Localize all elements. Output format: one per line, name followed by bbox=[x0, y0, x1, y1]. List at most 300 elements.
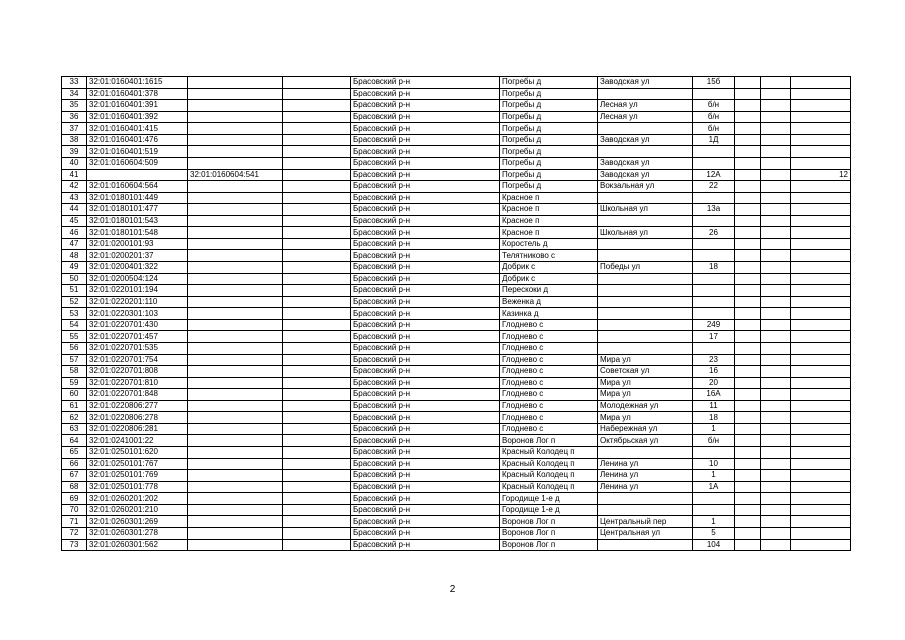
street bbox=[598, 447, 693, 459]
street bbox=[598, 296, 693, 308]
settlement: Погребы д bbox=[500, 88, 598, 100]
extra-value bbox=[791, 412, 851, 424]
empty-cell bbox=[761, 204, 791, 216]
empty-cell bbox=[283, 215, 351, 227]
empty-cell bbox=[283, 319, 351, 331]
empty-cell bbox=[761, 146, 791, 158]
district: Брасовский р-н bbox=[351, 539, 500, 551]
empty-cell bbox=[735, 123, 761, 135]
cadastral-number-secondary bbox=[188, 273, 283, 285]
district: Брасовский р-н bbox=[351, 157, 500, 169]
empty-cell bbox=[735, 192, 761, 204]
street: Заводская ул bbox=[598, 77, 693, 89]
empty-cell bbox=[283, 493, 351, 505]
settlement: Погребы д bbox=[500, 111, 598, 123]
house-number: 104 bbox=[693, 539, 735, 551]
settlement: Коростель д bbox=[500, 238, 598, 250]
house-number bbox=[693, 238, 735, 250]
house-number: 1 bbox=[693, 516, 735, 528]
cadastral-number-secondary bbox=[188, 88, 283, 100]
street bbox=[598, 493, 693, 505]
empty-cell bbox=[761, 238, 791, 250]
cadastral-number: 32:01:0250101:620 bbox=[87, 447, 188, 459]
empty-cell bbox=[283, 527, 351, 539]
cadastral-number-secondary bbox=[188, 377, 283, 389]
district: Брасовский р-н bbox=[351, 285, 500, 297]
cadastral-number-secondary bbox=[188, 146, 283, 158]
row-number: 44 bbox=[62, 204, 87, 216]
settlement: Погребы д bbox=[500, 157, 598, 169]
street: Лесная ул bbox=[598, 100, 693, 112]
table-row bbox=[62, 169, 851, 181]
settlement: Погребы д bbox=[500, 181, 598, 193]
settlement: Глоднево с bbox=[500, 342, 598, 354]
table-row bbox=[62, 227, 851, 239]
extra-value bbox=[791, 77, 851, 89]
settlement: Глоднево с bbox=[500, 331, 598, 343]
empty-cell bbox=[735, 273, 761, 285]
district: Брасовский р-н bbox=[351, 238, 500, 250]
settlement: Погребы д bbox=[500, 134, 598, 146]
settlement: Веженка д bbox=[500, 296, 598, 308]
empty-cell bbox=[735, 296, 761, 308]
table-row bbox=[62, 204, 851, 216]
district: Брасовский р-н bbox=[351, 319, 500, 331]
cadastral-number-secondary bbox=[188, 458, 283, 470]
empty-cell bbox=[735, 262, 761, 274]
empty-cell bbox=[283, 262, 351, 274]
empty-cell bbox=[283, 435, 351, 447]
house-number bbox=[693, 308, 735, 320]
street: Ленина ул bbox=[598, 458, 693, 470]
extra-value bbox=[791, 123, 851, 135]
empty-cell bbox=[283, 204, 351, 216]
cadastral-number-secondary: 32:01:0160604:541 bbox=[188, 169, 283, 181]
extra-value bbox=[791, 331, 851, 343]
district: Брасовский р-н bbox=[351, 354, 500, 366]
empty-cell bbox=[735, 88, 761, 100]
cadastral-number: 32:01:0160401:378 bbox=[87, 88, 188, 100]
cadastral-number: 32:01:0160401:391 bbox=[87, 100, 188, 112]
empty-cell bbox=[283, 366, 351, 378]
empty-cell bbox=[735, 181, 761, 193]
settlement: Красный Колодец п bbox=[500, 458, 598, 470]
row-number: 64 bbox=[62, 435, 87, 447]
row-number: 38 bbox=[62, 134, 87, 146]
empty-cell bbox=[735, 470, 761, 482]
empty-cell bbox=[735, 527, 761, 539]
settlement: Воронов Лог п bbox=[500, 527, 598, 539]
house-number bbox=[693, 273, 735, 285]
row-number: 43 bbox=[62, 192, 87, 204]
cadastral-number-secondary bbox=[188, 227, 283, 239]
row-number: 57 bbox=[62, 354, 87, 366]
empty-cell bbox=[735, 516, 761, 528]
district: Брасовский р-н bbox=[351, 134, 500, 146]
settlement: Воронов Лог п bbox=[500, 539, 598, 551]
empty-cell bbox=[735, 435, 761, 447]
extra-value bbox=[791, 400, 851, 412]
cadastral-number: 32:01:0260301:269 bbox=[87, 516, 188, 528]
extra-value bbox=[791, 366, 851, 378]
house-number bbox=[693, 504, 735, 516]
empty-cell bbox=[735, 285, 761, 297]
cadastral-number-secondary bbox=[188, 262, 283, 274]
row-number: 63 bbox=[62, 423, 87, 435]
cadastral-number bbox=[87, 169, 188, 181]
empty-cell bbox=[735, 238, 761, 250]
extra-value bbox=[791, 273, 851, 285]
house-number: б/н bbox=[693, 435, 735, 447]
settlement: Перескоки д bbox=[500, 285, 598, 297]
empty-cell bbox=[761, 527, 791, 539]
street: Мира ул bbox=[598, 389, 693, 401]
district: Брасовский р-н bbox=[351, 250, 500, 262]
empty-cell bbox=[735, 354, 761, 366]
district: Брасовский р-н bbox=[351, 527, 500, 539]
street: Ленина ул bbox=[598, 481, 693, 493]
house-number bbox=[693, 192, 735, 204]
street bbox=[598, 285, 693, 297]
table-row bbox=[62, 539, 851, 551]
empty-cell bbox=[735, 481, 761, 493]
district: Брасовский р-н bbox=[351, 88, 500, 100]
table-row bbox=[62, 77, 851, 89]
table-row bbox=[62, 366, 851, 378]
empty-cell bbox=[761, 157, 791, 169]
cadastral-number-secondary bbox=[188, 481, 283, 493]
district: Брасовский р-н bbox=[351, 192, 500, 204]
cadastral-number-secondary bbox=[188, 192, 283, 204]
settlement: Погребы д bbox=[500, 169, 598, 181]
extra-value bbox=[791, 435, 851, 447]
district: Брасовский р-н bbox=[351, 215, 500, 227]
empty-cell bbox=[761, 470, 791, 482]
extra-value bbox=[791, 354, 851, 366]
row-number: 42 bbox=[62, 181, 87, 193]
row-number: 71 bbox=[62, 516, 87, 528]
empty-cell bbox=[283, 377, 351, 389]
district: Брасовский р-н bbox=[351, 504, 500, 516]
cadastral-number: 32:01:0220701:457 bbox=[87, 331, 188, 343]
empty-cell bbox=[283, 447, 351, 459]
table-row bbox=[62, 285, 851, 297]
district: Брасовский р-н bbox=[351, 481, 500, 493]
house-number: 15б bbox=[693, 77, 735, 89]
district: Брасовский р-н bbox=[351, 77, 500, 89]
extra-value bbox=[791, 262, 851, 274]
row-number: 60 bbox=[62, 389, 87, 401]
empty-cell bbox=[761, 481, 791, 493]
empty-cell bbox=[761, 493, 791, 505]
cadastral-number-secondary bbox=[188, 296, 283, 308]
empty-cell bbox=[761, 273, 791, 285]
table-row bbox=[62, 447, 851, 459]
settlement: Красное п bbox=[500, 227, 598, 239]
cadastral-number: 32:01:0200401:322 bbox=[87, 262, 188, 274]
cadastral-number: 32:01:0241001:22 bbox=[87, 435, 188, 447]
cadastral-number-secondary bbox=[188, 285, 283, 297]
cadastral-number: 32:01:0180101:548 bbox=[87, 227, 188, 239]
district: Брасовский р-н bbox=[351, 123, 500, 135]
empty-cell bbox=[761, 354, 791, 366]
empty-cell bbox=[283, 250, 351, 262]
row-number: 56 bbox=[62, 342, 87, 354]
street bbox=[598, 319, 693, 331]
district: Брасовский р-н bbox=[351, 204, 500, 216]
property-table bbox=[61, 76, 851, 551]
table-row bbox=[62, 238, 851, 250]
cadastral-number: 32:01:0220701:535 bbox=[87, 342, 188, 354]
cadastral-number: 32:01:0260301:278 bbox=[87, 527, 188, 539]
cadastral-number-secondary bbox=[188, 77, 283, 89]
row-number: 72 bbox=[62, 527, 87, 539]
empty-cell bbox=[283, 481, 351, 493]
cadastral-number-secondary bbox=[188, 412, 283, 424]
street: Набережная ул bbox=[598, 423, 693, 435]
empty-cell bbox=[761, 123, 791, 135]
table-row bbox=[62, 296, 851, 308]
empty-cell bbox=[735, 250, 761, 262]
cadastral-number-secondary bbox=[188, 111, 283, 123]
table-row bbox=[62, 273, 851, 285]
house-number bbox=[693, 296, 735, 308]
settlement: Воронов Лог п bbox=[500, 516, 598, 528]
row-number: 39 bbox=[62, 146, 87, 158]
district: Брасовский р-н bbox=[351, 181, 500, 193]
cadastral-number-secondary bbox=[188, 423, 283, 435]
empty-cell bbox=[283, 285, 351, 297]
house-number: 16А bbox=[693, 389, 735, 401]
table-row bbox=[62, 111, 851, 123]
house-number: 5 bbox=[693, 527, 735, 539]
row-number: 53 bbox=[62, 308, 87, 320]
empty-cell bbox=[283, 134, 351, 146]
empty-cell bbox=[283, 516, 351, 528]
cadastral-number: 32:01:0220806:277 bbox=[87, 400, 188, 412]
cadastral-number-secondary bbox=[188, 250, 283, 262]
row-number: 37 bbox=[62, 123, 87, 135]
district: Брасовский р-н bbox=[351, 493, 500, 505]
row-number: 46 bbox=[62, 227, 87, 239]
empty-cell bbox=[283, 342, 351, 354]
cadastral-number: 32:01:0160401:415 bbox=[87, 123, 188, 135]
table-row bbox=[62, 458, 851, 470]
district: Брасовский р-н bbox=[351, 169, 500, 181]
settlement: Погребы д bbox=[500, 77, 598, 89]
street bbox=[598, 273, 693, 285]
district: Брасовский р-н bbox=[351, 412, 500, 424]
table-row bbox=[62, 527, 851, 539]
extra-value bbox=[791, 111, 851, 123]
street: Советская ул bbox=[598, 366, 693, 378]
table-row bbox=[62, 493, 851, 505]
empty-cell bbox=[735, 111, 761, 123]
row-number: 47 bbox=[62, 238, 87, 250]
table-row bbox=[62, 423, 851, 435]
empty-cell bbox=[283, 192, 351, 204]
table-row bbox=[62, 157, 851, 169]
table-body bbox=[62, 77, 851, 551]
cadastral-number-secondary bbox=[188, 435, 283, 447]
empty-cell bbox=[283, 539, 351, 551]
settlement: Красный Колодец п bbox=[500, 470, 598, 482]
settlement: Глоднево с bbox=[500, 354, 598, 366]
district: Брасовский р-н bbox=[351, 146, 500, 158]
street bbox=[598, 192, 693, 204]
cadastral-number: 32:01:0200504:124 bbox=[87, 273, 188, 285]
empty-cell bbox=[761, 111, 791, 123]
street: Центральный пер bbox=[598, 516, 693, 528]
table-row bbox=[62, 400, 851, 412]
extra-value bbox=[791, 88, 851, 100]
district: Брасовский р-н bbox=[351, 458, 500, 470]
cadastral-number-secondary bbox=[188, 516, 283, 528]
district: Брасовский р-н bbox=[351, 389, 500, 401]
extra-value bbox=[791, 504, 851, 516]
settlement: Глоднево с bbox=[500, 412, 598, 424]
street bbox=[598, 88, 693, 100]
settlement: Глоднево с bbox=[500, 319, 598, 331]
district: Брасовский р-н bbox=[351, 227, 500, 239]
row-number: 49 bbox=[62, 262, 87, 274]
cadastral-number-secondary bbox=[188, 331, 283, 343]
empty-cell bbox=[761, 308, 791, 320]
empty-cell bbox=[761, 504, 791, 516]
street: Молодежная ул bbox=[598, 400, 693, 412]
extra-value bbox=[791, 215, 851, 227]
house-number: 1 bbox=[693, 470, 735, 482]
empty-cell bbox=[761, 181, 791, 193]
empty-cell bbox=[735, 366, 761, 378]
extra-value bbox=[791, 238, 851, 250]
extra-value bbox=[791, 227, 851, 239]
street: Заводская ул bbox=[598, 157, 693, 169]
cadastral-number-secondary bbox=[188, 319, 283, 331]
empty-cell bbox=[735, 227, 761, 239]
cadastral-number: 32:01:0160401:476 bbox=[87, 134, 188, 146]
empty-cell bbox=[283, 458, 351, 470]
district: Брасовский р-н bbox=[351, 400, 500, 412]
table-row bbox=[62, 146, 851, 158]
district: Брасовский р-н bbox=[351, 308, 500, 320]
district: Брасовский р-н bbox=[351, 377, 500, 389]
row-number: 69 bbox=[62, 493, 87, 505]
extra-value: 12 bbox=[791, 169, 851, 181]
table-row bbox=[62, 262, 851, 274]
extra-value bbox=[791, 146, 851, 158]
cadastral-number: 32:01:0250101:767 bbox=[87, 458, 188, 470]
extra-value bbox=[791, 100, 851, 112]
settlement: Городище 1-е д bbox=[500, 504, 598, 516]
cadastral-number: 32:01:0180101:449 bbox=[87, 192, 188, 204]
cadastral-number-secondary bbox=[188, 308, 283, 320]
cadastral-number: 32:01:0220701:810 bbox=[87, 377, 188, 389]
cadastral-number-secondary bbox=[188, 527, 283, 539]
street bbox=[598, 250, 693, 262]
street: Мира ул bbox=[598, 412, 693, 424]
empty-cell bbox=[283, 169, 351, 181]
table-row bbox=[62, 181, 851, 193]
house-number: б/н bbox=[693, 123, 735, 135]
extra-value bbox=[791, 470, 851, 482]
cadastral-number: 32:01:0220301:103 bbox=[87, 308, 188, 320]
house-number: 1Д bbox=[693, 134, 735, 146]
empty-cell bbox=[735, 308, 761, 320]
empty-cell bbox=[761, 215, 791, 227]
empty-cell bbox=[761, 389, 791, 401]
house-number bbox=[693, 146, 735, 158]
cadastral-number-secondary bbox=[188, 447, 283, 459]
district: Брасовский р-н bbox=[351, 262, 500, 274]
empty-cell bbox=[283, 470, 351, 482]
row-number: 68 bbox=[62, 481, 87, 493]
empty-cell bbox=[735, 400, 761, 412]
row-number: 62 bbox=[62, 412, 87, 424]
empty-cell bbox=[761, 169, 791, 181]
house-number: 249 bbox=[693, 319, 735, 331]
empty-cell bbox=[283, 146, 351, 158]
house-number: 16 bbox=[693, 366, 735, 378]
empty-cell bbox=[761, 447, 791, 459]
street: Ленина ул bbox=[598, 470, 693, 482]
row-number: 48 bbox=[62, 250, 87, 262]
extra-value bbox=[791, 447, 851, 459]
extra-value bbox=[791, 204, 851, 216]
empty-cell bbox=[283, 100, 351, 112]
empty-cell bbox=[735, 134, 761, 146]
empty-cell bbox=[761, 377, 791, 389]
table-row bbox=[62, 319, 851, 331]
street: Победы ул bbox=[598, 262, 693, 274]
street: Мира ул bbox=[598, 377, 693, 389]
street: Октябрьская ул bbox=[598, 435, 693, 447]
row-number: 52 bbox=[62, 296, 87, 308]
street bbox=[598, 308, 693, 320]
extra-value bbox=[791, 308, 851, 320]
district: Брасовский р-н bbox=[351, 342, 500, 354]
cadastral-number: 32:01:0260301:562 bbox=[87, 539, 188, 551]
row-number: 55 bbox=[62, 331, 87, 343]
table-row bbox=[62, 88, 851, 100]
cadastral-number: 32:01:0260201:210 bbox=[87, 504, 188, 516]
district: Брасовский р-н bbox=[351, 296, 500, 308]
district: Брасовский р-н bbox=[351, 516, 500, 528]
street bbox=[598, 504, 693, 516]
extra-value bbox=[791, 342, 851, 354]
empty-cell bbox=[761, 100, 791, 112]
table-row bbox=[62, 389, 851, 401]
settlement: Казинка д bbox=[500, 308, 598, 320]
empty-cell bbox=[283, 423, 351, 435]
settlement: Красное п bbox=[500, 215, 598, 227]
house-number: 26 bbox=[693, 227, 735, 239]
cadastral-number-secondary bbox=[188, 366, 283, 378]
cadastral-number: 32:01:0160401:1615 bbox=[87, 77, 188, 89]
cadastral-number: 32:01:0220701:808 bbox=[87, 366, 188, 378]
empty-cell bbox=[761, 192, 791, 204]
cadastral-number-secondary bbox=[188, 204, 283, 216]
extra-value bbox=[791, 192, 851, 204]
empty-cell bbox=[735, 377, 761, 389]
row-number: 50 bbox=[62, 273, 87, 285]
empty-cell bbox=[735, 493, 761, 505]
house-number: 10 bbox=[693, 458, 735, 470]
table-row bbox=[62, 481, 851, 493]
empty-cell bbox=[735, 458, 761, 470]
empty-cell bbox=[735, 331, 761, 343]
cadastral-number: 32:01:0220701:754 bbox=[87, 354, 188, 366]
